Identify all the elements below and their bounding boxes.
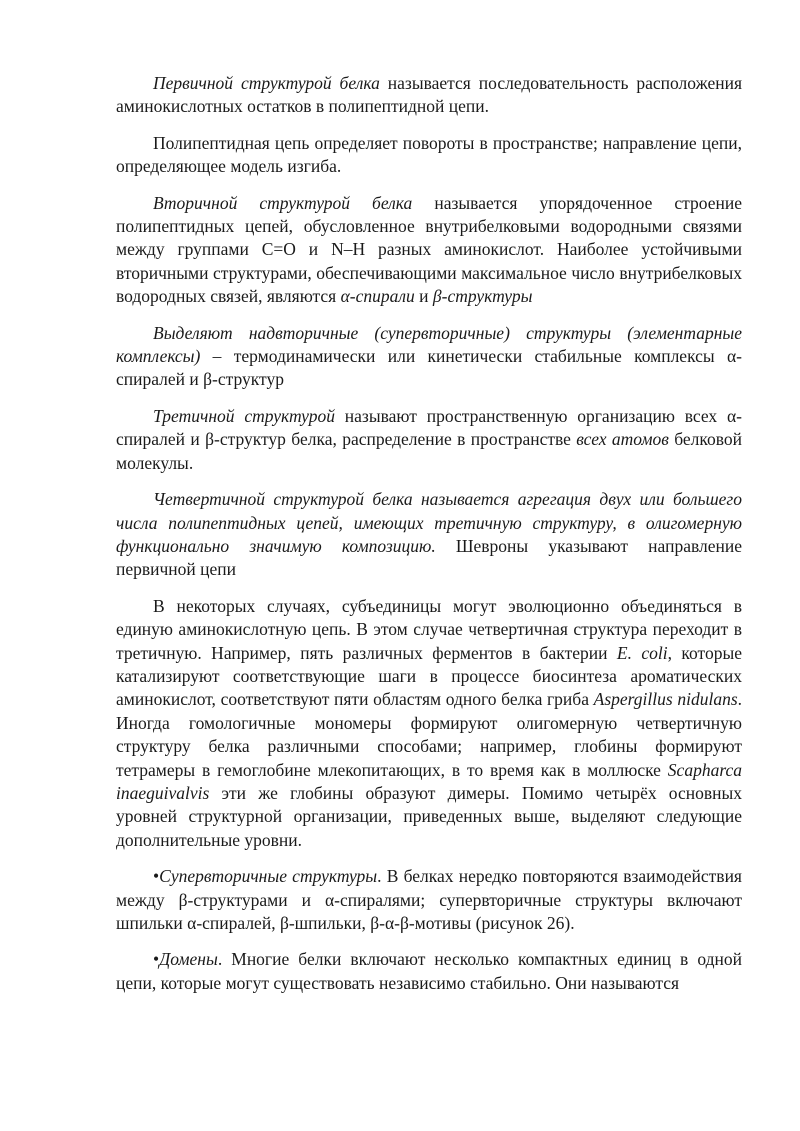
italic-text-run: Выделяют надвторичные (супервторичные) структуры (элементарные комплексы) bbox=[116, 322, 742, 367]
text-run: . Многие белки включают несколько компактных единиц в одной цепи, которые могут существовать независимо стабильно. Они называются bbox=[116, 949, 742, 993]
paragraph-quaternary-structure bbox=[116, 488, 742, 582]
italic-text-run: Супервторичные структуры bbox=[159, 866, 378, 887]
paragraph-primary-structure bbox=[116, 72, 742, 119]
text-run: , которые катализируют соответствующие шаги в процессе биосинтеза ароматических аминокислот, соответствуют пяти областям одного белка гриба bbox=[116, 642, 742, 710]
document-body bbox=[116, 72, 742, 1008]
text-run: В некоторых случаях, субъединицы могут эволюционно объединяться в единую аминокислотную цепь. В этом случае четвертичная структура переходит в третичную. Например, пять различных ферментов в бактерии bbox=[116, 595, 742, 663]
italic-text-run: Третичной структурой bbox=[153, 405, 335, 426]
italic-text-run: Scapharca inaeguivalvis bbox=[116, 759, 742, 803]
text-run: и bbox=[414, 286, 433, 307]
text-run: Полипептидная цепь определяет повороты в пространстве; направление цепи, определяющее модель изгиба. bbox=[116, 132, 742, 177]
italic-text-run: E. coli bbox=[616, 642, 668, 663]
italic-text-run: Вторичной структурой белка bbox=[153, 192, 413, 213]
italic-text-run: Первичной структурой белка bbox=[153, 73, 380, 93]
italic-text-run: α-спирали bbox=[340, 286, 415, 307]
paragraph-tertiary-structure bbox=[116, 405, 742, 475]
text-run: называют пространственную организацию всех α-спиралей и β-структур белка, распределение в пространстве bbox=[116, 405, 742, 450]
italic-text-run: β-структуры bbox=[432, 286, 533, 307]
italic-text-run: Четвертичной структурой белка называется агрегация двух или большего числа полипептидных цепей, имеющих третичную структуру, в олигомерную функционально значимую композицию. bbox=[116, 489, 742, 556]
paragraph-bullet-domains bbox=[116, 948, 742, 995]
text-run: . Иногда гомологичные мономеры формируют олигомерную четвертичную структуру белка различными способами; например, глобины формируют тетрамеры в гемоглобине млекопитающих, в то время как в моллюске bbox=[116, 689, 743, 780]
text-run: называется упорядоченное строение полипептидных цепей, обусловленное внутрибелковыми водородными связями между группами С=О и N–H разных аминокислот. Наиболее устойчивыми вторичными структурами, обеспечивающими максимальное число внутрибелковых водородных связей, являются bbox=[116, 192, 742, 307]
paragraph-chain-turns bbox=[116, 132, 742, 179]
text-run: эти же глобины образуют димеры. Помимо четырёх основных уровней структурной организации, приведенных выше, выделяют следующие дополнительные уровни. bbox=[116, 782, 742, 850]
italic-text-run: Домены bbox=[159, 949, 218, 970]
text-run: – термодинамически или кинетически стабильные комплексы α-спиралей и β-структур bbox=[116, 346, 742, 390]
paragraph-bullet-supersecondary bbox=[116, 865, 742, 935]
paragraph-subunits-evolution bbox=[116, 595, 742, 852]
text-run: называется последовательность расположения аминокислотных остатков в полипептидной цепи. bbox=[116, 73, 742, 117]
text-run: белковой молекулы. bbox=[116, 429, 743, 473]
paragraph-secondary-structure bbox=[116, 192, 742, 309]
text-run: • bbox=[153, 866, 160, 887]
italic-text-run: всех атомов bbox=[576, 429, 669, 450]
text-run: • bbox=[153, 949, 160, 970]
paragraph-supersecondary bbox=[116, 322, 742, 392]
text-run: Шевроны указывают направление первичной цепи bbox=[116, 535, 742, 580]
text-run: . В белках нередко повторяются взаимодействия между β-структурами и α-спиралями; супервторичные структуры включают шпильки α-спиралей, β-шпильки, β-α-β-мотивы (рисунок 26). bbox=[116, 866, 742, 933]
italic-text-run: Aspergillus nidulans bbox=[593, 689, 738, 710]
